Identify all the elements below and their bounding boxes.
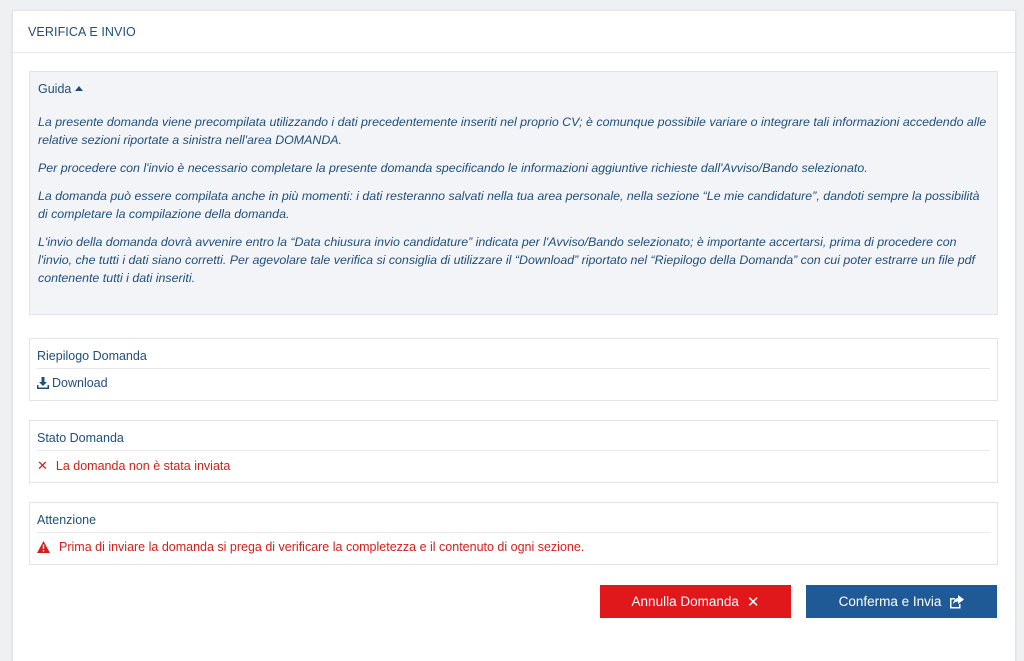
stato-section (29, 420, 998, 483)
verifica-invio-card (12, 10, 1016, 661)
conferma-invia-button[interactable] (806, 585, 997, 618)
guida-toggle[interactable] (38, 82, 989, 96)
attenzione-section (29, 502, 998, 565)
close-icon: ✕ (746, 593, 760, 611)
riepilogo-section (29, 338, 998, 401)
download-icon (37, 377, 49, 389)
guida-paragraph: La domanda può essere compilata anche in più momenti: i dati resteranno salvati nella tua area personale, nella sezione “Le mie candidature”, dandoti sempre la possibilità di completare la compilazione della domanda. (38, 189, 980, 221)
share-icon (949, 595, 964, 609)
annulla-domanda-button[interactable] (600, 585, 791, 618)
page-title: VERIFICA E INVIO (13, 11, 1015, 53)
download-link[interactable] (37, 376, 108, 390)
guida-paragraph: Per procedere con l'invio è necessario completare la presente domanda specificando le informazioni aggiuntive richieste dall'Avviso/Bando selezionato. (38, 161, 868, 175)
guida-paragraph: L'invio della domanda dovrà avvenire entro la “Data chiusura invio candidature” indicata per l'Avviso/Bando selezionato; è importante accertarsi, prima di procedere con l'invio, che tutti i dati siano corretti. Per agevolare tale verifica si consiglia di utilizzare il “Download” riportato nel “Riepilogo della Domanda” con cui poter estrarre un file pdf contenente tutti i dati inseriti. (38, 235, 975, 285)
riepilogo-title: Riepilogo Domanda (37, 339, 990, 369)
status-text: La domanda non è stata inviata (55, 459, 231, 473)
attenzione-title: Attenzione (37, 503, 990, 533)
guida-paragraph: La presente domanda viene precompilata utilizzando i dati precedentemente inseriti nel proprio CV; è comunque possibile variare o integrare tali informazioni accedendo alle relative sezioni riportate a sinistra nell'area DOMANDA. (38, 115, 987, 147)
download-label: Download (52, 376, 108, 390)
caret-up-icon (75, 86, 83, 91)
annulla-label: Annulla Domanda (631, 594, 739, 609)
stato-title: Stato Domanda (37, 421, 990, 451)
guida-panel (29, 71, 998, 315)
guida-title: Guida (38, 82, 72, 96)
close-icon: ✕ (37, 458, 48, 473)
attenzione-message: Prima di inviare la domanda si prega di verificare la completezza e il contenuto di ogni sezione. (59, 540, 585, 554)
warning-icon (37, 541, 50, 553)
conferma-label: Conferma e Invia (838, 594, 942, 609)
